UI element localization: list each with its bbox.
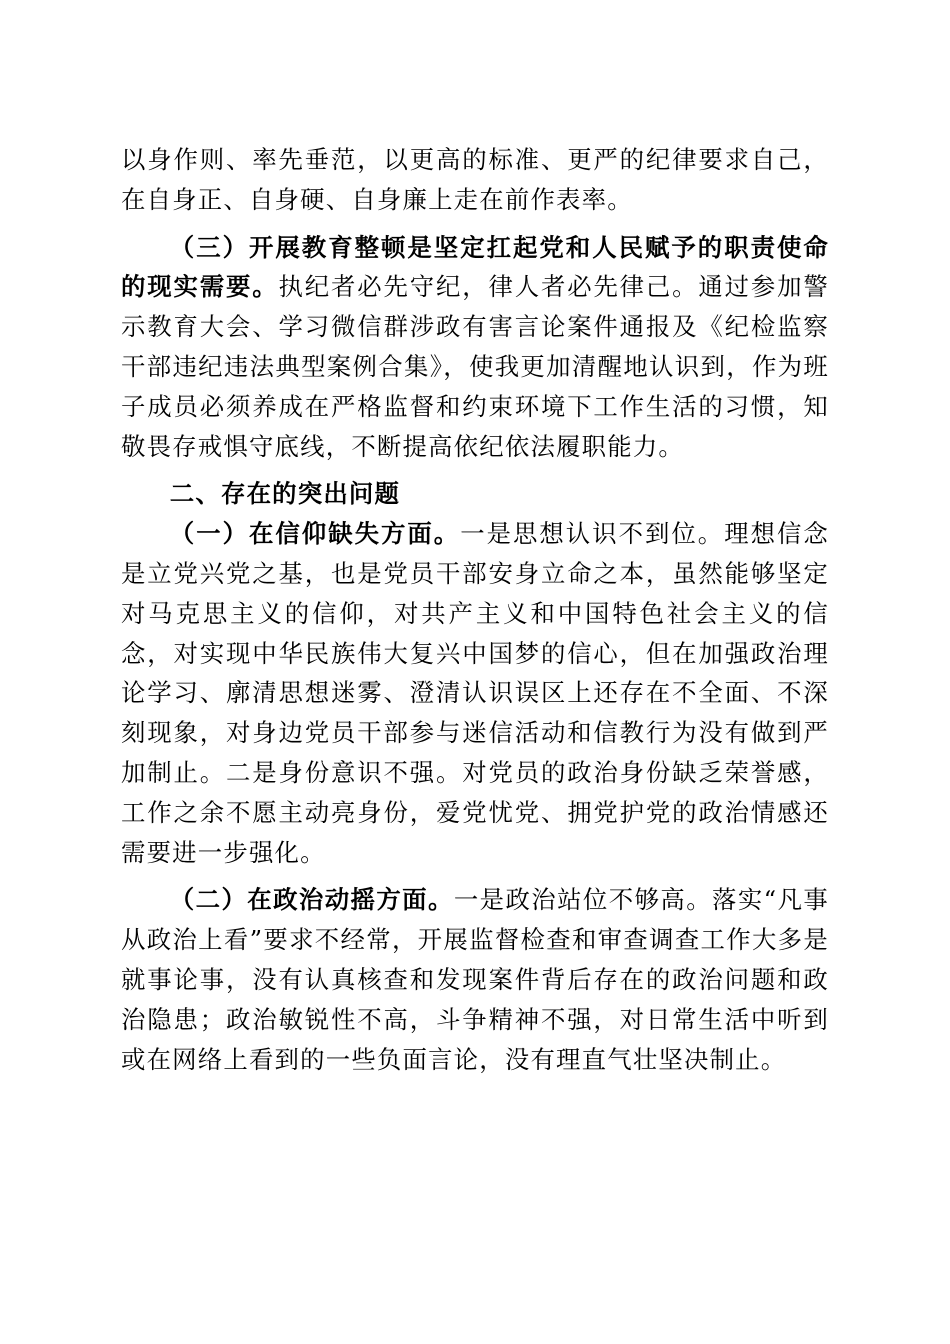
- issue-2-title: （二）在政治动摇方面。: [169, 885, 454, 915]
- issue-2-body: 一是政治站位不够高。落实“凡事从政治上看”要求不经常，开展监督检查和审查调查工作大多是就事论事，没有认真核查和发现案件背后存在的政治问题和政治隐患；政治敏锐性不高，斗争精神不强，对日常生活中听到或在网络上看到的一些负面言论，没有理直气壮坚决制止。: [121, 885, 829, 1074]
- paragraph-issue-2: [121, 880, 829, 1079]
- section-3-body: 执纪者必先守纪，律人者必先律己。通过参加警示教育大会、学习微信群涉政有害言论案件通报及《纪检监察干部违纪违法典型案例合集》，使我更加清醒地认识到，作为班子成员必须养成在严格监督和约束环境下工作生活的习惯，知敬畏存戒惧守底线，不断提高依纪依法履职能力。: [121, 272, 830, 461]
- issue-1-title: （一）在信仰缺失方面。: [169, 519, 461, 549]
- issue-1-body: 一是思想认识不到位。理想信念是立党兴党之基，也是党员干部安身立命之本，虽然能够坚定对马克思主义的信仰，对共产主义和中国特色社会主义的信念，对实现中华民族伟大复兴中国梦的信心，但在加强政治理论学习、廓清思想迷雾、澄清认识误区上还存在不全面、不深刻现象，对身边党员干部参与迷信活动和信教行为没有做到严加制止。二是身份意识不强。对党员的政治身份缺乏荣誉感，工作之余不愿主动亮身份，爱党忧党、拥党护党的政治情感还需要进一步强化。: [121, 519, 829, 867]
- paragraph-continuation: 以身作则、率先垂范，以更高的标准、更严的纪律要求自己，在自身正、自身硬、自身廉上走在前作表率。: [121, 145, 829, 214]
- document-body: [121, 140, 829, 1079]
- section-3-title: （三）开展教育整顿是坚定扛起党和人民赋予的职责使命的现实需要。: [121, 232, 829, 302]
- paragraph-section-3: [121, 228, 829, 467]
- heading-outstanding-issues: 二、存在的突出问题: [169, 479, 401, 509]
- paragraph-issue-1: [121, 514, 829, 872]
